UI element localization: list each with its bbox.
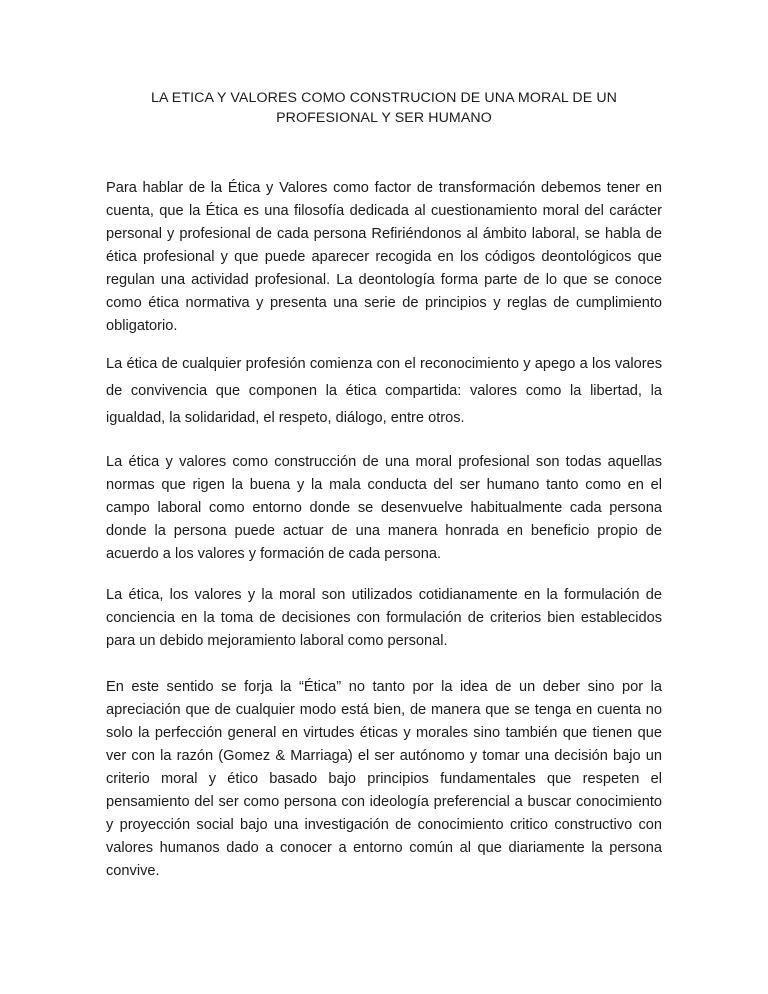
paragraph-shared-values: La ética de cualquier profesión comienza con el reconocimiento y apego a los valores de convivencia que componen la ética compartida: valores como la libertad, la igualdad, la solidaridad, el respeto, diálogo, entre otros. [106, 356, 662, 426]
document-title: LA ETICA Y VALORES COMO CONSTRUCION DE UNA MORAL DE UN PROFESIONAL Y SER HUMANO [150, 90, 618, 126]
paragraph-ethics-definition: Para hablar de la Ética y Valores como factor de transformación debemos tener en cuenta, que la Ética es una filosofía dedicada al cuestionamiento moral del carácter personal y profesional de cada persona Refiriéndonos al ámbito laboral, se habla de ética profesional y que puede aparecer recogida en los códigos deontológicos que regulan una actividad profesional. La deontología forma parte de lo que se conoce como ética normativa y presenta una serie de principios y reglas de cumplimiento obligatorio. [106, 180, 662, 334]
paragraph-professional-moral: La ética y valores como construcción de una moral profesional son todas aquellas normas que rigen la buena y la mala conducta del ser humano tanto como en el campo laboral como entorno donde se desenvuelve habitualmente cada persona donde la persona puede actuar de una manera honrada en beneficio propio de acuerdo a los valores y formación de cada persona. [106, 454, 662, 562]
paragraph-forging-ethics: En este sentido se forja la “Ética” no tanto por la idea de un deber sino por la apreciación que de cualquier modo está bien, de manera que se tenga en cuenta no solo la perfección general en virtudes éticas y morales sino también que tienen que ver con la razón (Gomez & Marriaga) el ser autónomo y tomar una decisión bajo un criterio moral y ético basado bajo principios fundamentales que respeten el pensamiento del ser como persona con ideología preferencial a buscar conocimiento y proyección social bajo una investigación de conocimiento critico constructivo con valores humanos dado a conocer a entorno común al que diariamente la persona convive. [106, 679, 662, 879]
paragraph-daily-use: La ética, los valores y la moral son utilizados cotidianamente en la formulación de conciencia en la toma de decisiones con formulación de criterios bien establecidos para un debido mejoramiento laboral como personal. [106, 587, 662, 649]
